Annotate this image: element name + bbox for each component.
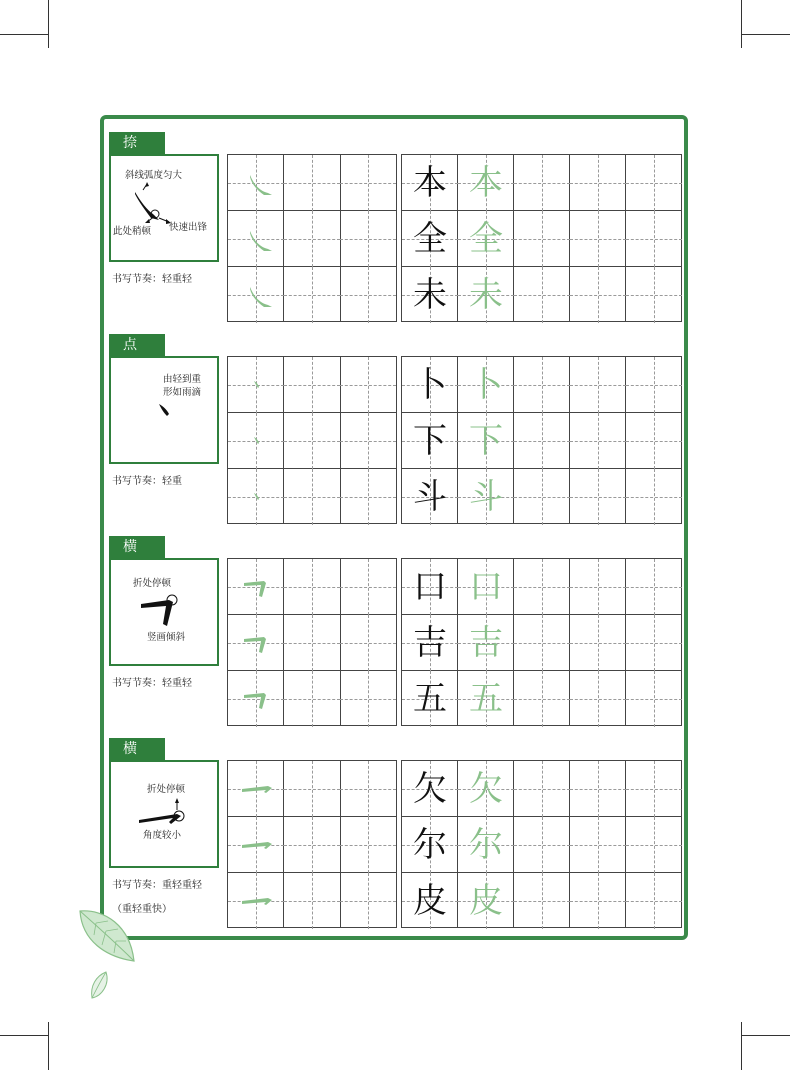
trace-character: 吉	[469, 623, 503, 663]
section-na	[0, 132, 790, 332]
trace-character: 全	[469, 219, 503, 259]
trace-character: 下	[469, 421, 503, 461]
trace-stroke-icon	[228, 761, 284, 817]
writing-rhythm: 书写节奏：轻重轻	[112, 274, 192, 285]
section-hengzhe	[0, 536, 790, 736]
stroke-practice-grid	[227, 760, 397, 928]
writing-rhythm: 书写节奏：重轻重轻	[112, 880, 202, 891]
henggou-stroke-icon	[111, 762, 217, 866]
writing-rhythm: 书写节奏：轻重轻	[112, 678, 192, 689]
model-character: 五	[413, 679, 447, 719]
demo-note: 竖画倾斜	[147, 632, 186, 643]
trace-stroke-icon	[228, 413, 284, 469]
demo-note: 折处停顿	[147, 784, 186, 795]
stroke-tag: 横	[109, 738, 165, 760]
character-practice-grid	[401, 760, 682, 928]
demo-note: 折处停顿	[133, 578, 172, 589]
trace-stroke-icon	[228, 469, 284, 525]
trace-stroke-icon	[228, 267, 284, 323]
trace-stroke-icon	[228, 671, 284, 727]
trace-stroke-icon	[228, 559, 284, 615]
trace-stroke-icon	[228, 357, 284, 413]
model-character: 斗	[413, 477, 447, 517]
character-practice-grid	[401, 154, 682, 322]
stroke-demo-box	[109, 558, 219, 666]
demo-note: 斜线弧度匀大	[125, 170, 183, 181]
model-character: 全	[413, 219, 447, 259]
trace-character: 口	[469, 567, 503, 607]
stroke-practice-grid	[227, 154, 397, 322]
stroke-practice-grid	[227, 558, 397, 726]
model-character: 本	[413, 163, 447, 203]
na-stroke-icon	[111, 156, 217, 260]
character-practice-grid	[401, 356, 682, 524]
trace-stroke-icon	[228, 615, 284, 671]
stroke-practice-grid	[227, 356, 397, 524]
stroke-demo-box	[109, 154, 219, 262]
trace-character: 皮	[469, 881, 503, 921]
trace-stroke-icon	[228, 817, 284, 873]
stroke-demo-box	[109, 356, 219, 464]
stroke-demo-box	[109, 760, 219, 868]
demo-note: 快速出锋	[169, 222, 208, 233]
trace-character: 未	[469, 275, 503, 315]
demo-note: 由轻到重	[163, 374, 202, 385]
small-leaf-icon	[88, 970, 110, 1000]
model-character: 欠	[413, 769, 447, 809]
trace-stroke-icon	[228, 873, 284, 929]
stroke-tag: 捺	[109, 132, 165, 154]
model-character: 吉	[413, 623, 447, 663]
hengzhe-stroke-icon	[111, 560, 217, 664]
trace-character: 本	[469, 163, 503, 203]
trace-character: 尔	[469, 825, 503, 865]
model-character: 下	[413, 421, 447, 461]
stroke-tag: 点	[109, 334, 165, 356]
model-character: 尔	[413, 825, 447, 865]
demo-note: 形如雨滴	[163, 387, 202, 398]
trace-stroke-icon	[228, 211, 284, 267]
model-character: 未	[413, 275, 447, 315]
model-character: 卜	[413, 365, 447, 405]
dian-stroke-icon	[111, 358, 217, 462]
model-character: 皮	[413, 881, 447, 921]
trace-character: 斗	[469, 477, 503, 517]
demo-note: 此处稍顿	[113, 226, 152, 237]
leaf-icon	[74, 905, 138, 965]
section-dian	[0, 334, 790, 534]
model-character: 口	[413, 567, 447, 607]
trace-stroke-icon	[228, 155, 284, 211]
trace-character: 欠	[469, 769, 503, 809]
writing-rhythm-note: （重轻重快）	[112, 904, 172, 915]
trace-character: 五	[469, 679, 503, 719]
writing-rhythm: 书写节奏：轻重	[112, 476, 182, 487]
demo-note: 角度较小	[143, 830, 182, 841]
trace-character: 卜	[469, 365, 503, 405]
character-practice-grid	[401, 558, 682, 726]
stroke-tag: 横	[109, 536, 165, 558]
